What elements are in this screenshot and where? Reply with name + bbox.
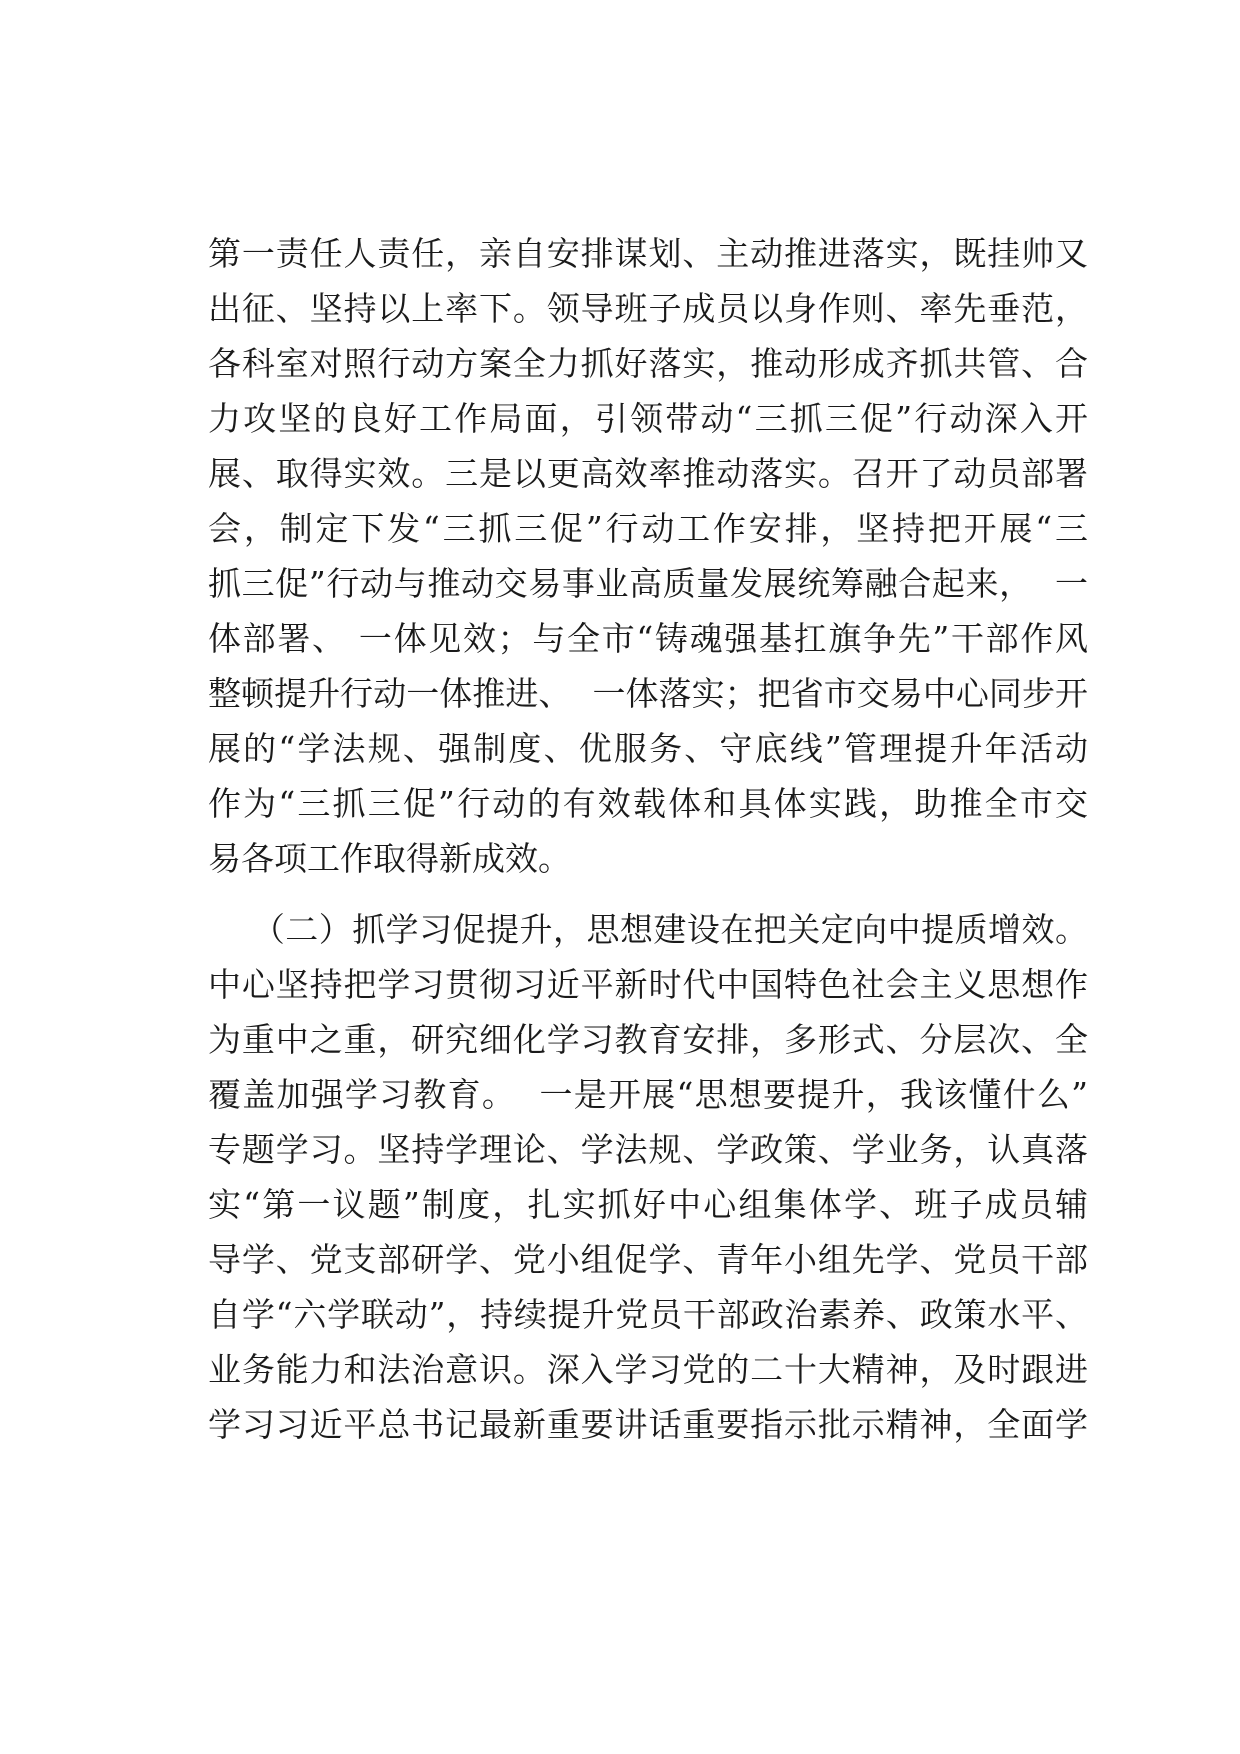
text-line: 体部署、 一体见效；与全市“铸魂强基扛旗争先”干部作风 bbox=[208, 619, 1088, 658]
text-line: 抓三促”行动与推动交易事业高质量发展统筹融合起来， 一 bbox=[208, 564, 1088, 603]
text-line: 为重中之重，研究细化学习教育安排，多形式、分层次、全 bbox=[208, 1020, 1088, 1059]
text-line: 中心坚持把学习贯彻习近平新时代中国特色社会主义思想作 bbox=[208, 965, 1088, 1004]
text-line: 展、取得实效。三是以更高效率推动落实。召开了动员部署 bbox=[208, 454, 1088, 493]
text-line: 会，制定下发“三抓三促”行动工作安排，坚持把开展“三 bbox=[208, 509, 1088, 548]
paragraph-gap bbox=[208, 886, 1088, 902]
text-line: 第一责任人责任，亲自安排谋划、主动推进落实，既挂帅又 bbox=[208, 234, 1088, 273]
text-line: 业务能力和法治意识。深入学习党的二十大精神，及时跟进 bbox=[208, 1350, 1088, 1389]
paragraph-responsibility bbox=[208, 226, 1088, 886]
text-line: 专题学习。坚持学理论、学法规、学政策、学业务，认真落 bbox=[208, 1130, 1088, 1169]
text-line: 出征、坚持以上率下。领导班子成员以身作则、率先垂范， bbox=[208, 289, 1088, 328]
text-line: 作为“三抓三促”行动的有效载体和具体实践，助推全市交 bbox=[208, 784, 1088, 823]
text-line: 易各项工作取得新成效。 bbox=[208, 839, 571, 878]
text-line: 展的“学法规、强制度、优服务、守底线”管理提升年活动 bbox=[208, 729, 1088, 768]
text-line: 学习习近平总书记最新重要讲话重要指示批示精神，全面学 bbox=[208, 1405, 1088, 1444]
text-line: 导学、党支部研学、党小组促学、青年小组先学、党员干部 bbox=[208, 1240, 1088, 1279]
text-line: 各科室对照行动方案全力抓好落实，推动形成齐抓共管、合 bbox=[208, 344, 1088, 383]
text-line: 覆盖加强学习教育。 一是开展“思想要提升，我该懂什么” bbox=[208, 1075, 1088, 1114]
body-text bbox=[208, 226, 1088, 1452]
text-line: 实“第一议题”制度，扎实抓好中心组集体学、班子成员辅 bbox=[208, 1185, 1088, 1224]
text-line: 整顿提升行动一体推进、 一体落实；把省市交易中心同步开 bbox=[208, 674, 1088, 713]
text-line: 力攻坚的良好工作局面，引领带动“三抓三促”行动深入开 bbox=[208, 399, 1088, 438]
section-heading-line: （二）抓学习促提升，思想建设在把关定向中提质增效。 bbox=[208, 910, 1088, 949]
paragraph-study bbox=[208, 902, 1088, 1452]
text-line: 自学“六学联动”，持续提升党员干部政治素养、政策水平、 bbox=[208, 1295, 1088, 1334]
